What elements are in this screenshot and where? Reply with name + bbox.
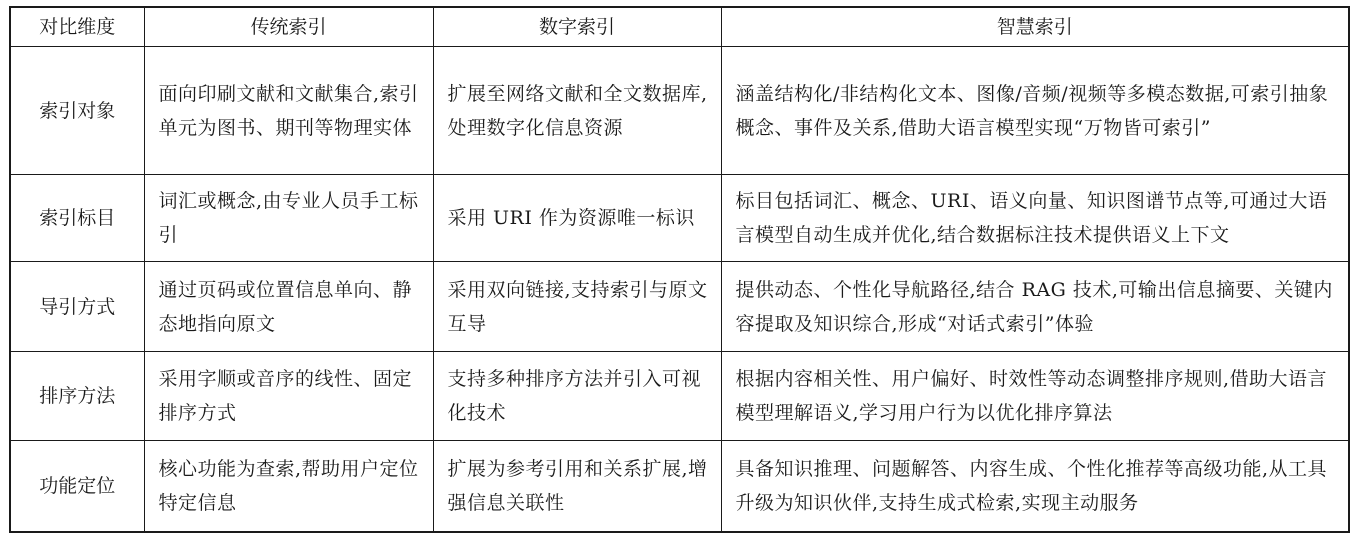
table-row bbox=[10, 352, 1349, 441]
smart-cell: 具备知识推理、问题解答、内容生成、个性化推荐等高级功能,从工具升级为知识伙伴,支持生成式检索,实现主动服务 bbox=[721, 441, 1349, 533]
row-dimension-cell: 功能定位 bbox=[10, 441, 144, 533]
table-row bbox=[10, 262, 1349, 352]
traditional-cell: 核心功能为查索,帮助用户定位特定信息 bbox=[144, 441, 433, 533]
header-row bbox=[10, 7, 1349, 47]
smart-cell: 根据内容相关性、用户偏好、时效性等动态调整排序规则,借助大语言模型理解语义,学习用户行为以优化排序算法 bbox=[721, 352, 1349, 441]
header-smart-index: 智慧索引 bbox=[721, 7, 1349, 47]
digital-cell: 支持多种排序方法并引入可视化技术 bbox=[433, 352, 721, 441]
traditional-cell: 通过页码或位置信息单向、静态地指向原文 bbox=[144, 262, 433, 352]
traditional-cell: 词汇或概念,由专业人员手工标引 bbox=[144, 175, 433, 262]
traditional-cell: 面向印刷文献和文献集合,索引单元为图书、期刊等物理实体 bbox=[144, 47, 433, 175]
row-dimension-cell: 排序方法 bbox=[10, 352, 144, 441]
comparison-table bbox=[9, 6, 1350, 533]
table-row bbox=[10, 175, 1349, 262]
digital-cell: 扩展为参考引用和关系扩展,增强信息关联性 bbox=[433, 441, 721, 533]
row-dimension-cell: 索引对象 bbox=[10, 47, 144, 175]
row-dimension-cell: 索引标目 bbox=[10, 175, 144, 262]
table-row bbox=[10, 441, 1349, 533]
digital-cell: 扩展至网络文献和全文数据库,处理数字化信息资源 bbox=[433, 47, 721, 175]
comparison-table-container bbox=[9, 6, 1350, 533]
header-digital-index: 数字索引 bbox=[433, 7, 721, 47]
digital-cell: 采用双向链接,支持索引与原文互导 bbox=[433, 262, 721, 352]
header-traditional-index: 传统索引 bbox=[144, 7, 433, 47]
row-dimension-cell: 导引方式 bbox=[10, 262, 144, 352]
smart-cell: 涵盖结构化/非结构化文本、图像/音频/视频等多模态数据,可索引抽象概念、事件及关系,借助大语言模型实现“万物皆可索引” bbox=[721, 47, 1349, 175]
smart-cell: 标目包括词汇、概念、URI、语义向量、知识图谱节点等,可通过大语言模型自动生成并优化,结合数据标注技术提供语义上下文 bbox=[721, 175, 1349, 262]
table-row bbox=[10, 47, 1349, 175]
traditional-cell: 采用字顺或音序的线性、固定排序方式 bbox=[144, 352, 433, 441]
smart-cell: 提供动态、个性化导航路径,结合 RAG 技术,可输出信息摘要、关键内容提取及知识综合,形成“对话式索引”体验 bbox=[721, 262, 1349, 352]
digital-cell: 采用 URI 作为资源唯一标识 bbox=[433, 175, 721, 262]
header-dimension: 对比维度 bbox=[10, 7, 144, 47]
